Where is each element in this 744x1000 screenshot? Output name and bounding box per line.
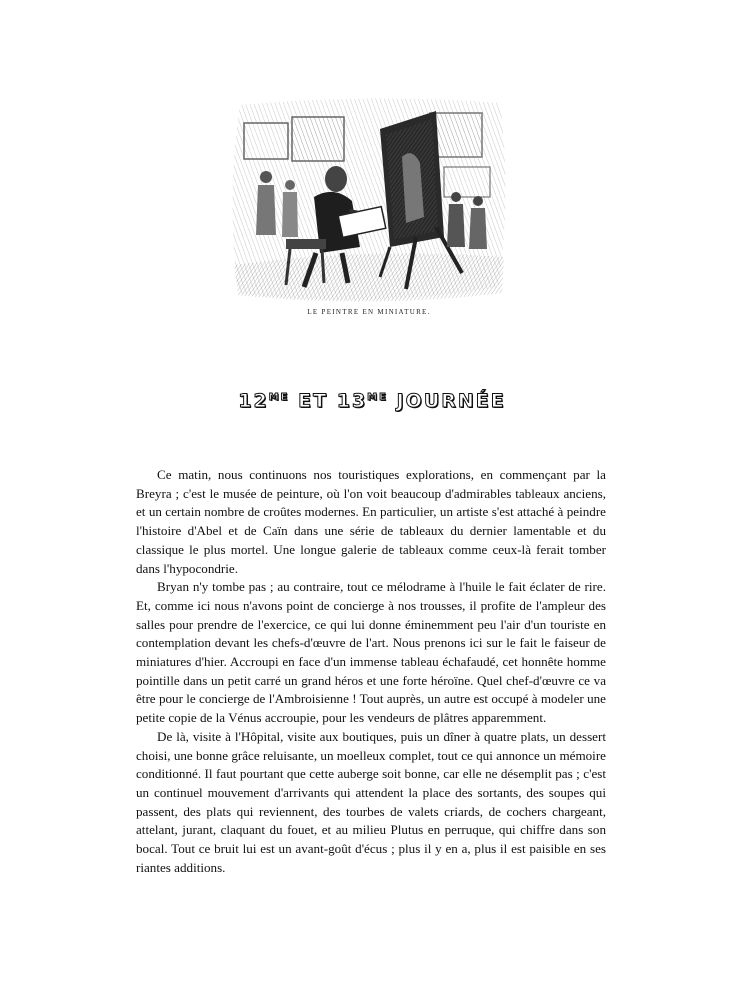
chapter-heading — [0, 390, 744, 412]
illustration-caption: LE PEINTRE EN MINIATURE. — [307, 308, 431, 316]
chapter-number-a: 12 — [238, 390, 269, 412]
painter-engraving-image — [230, 97, 508, 305]
engraving-illustration — [230, 97, 508, 305]
chapter-word: JOURNÉE — [396, 390, 506, 412]
paragraph-2: Bryan n'y tombe pas ; au contraire, tout ce mélodrame à l'huile le fait éclater de rire. Et, comme ici nous n'avons point de concierge à nos trousses, il profite de l'ampleur des salles pour prendre de l'exercice, ce qui lui donne éminemment peu l'air d'un touriste en contemplation devant les chefs-d'œuvre de l'art. Nous prenons ici sur le fait le faiseur de miniatures d'hier. Accroupi en face d'un immense tableau échafaudé, cet honnête homme pointille dans un petit carré un grand héros et une forte héroïne. Quel chef-d'œuvre ce va être pour le concierge de l'Ambroisienne ! Tout auprès, un autre est occupé à modeler une petite copie de la Vénus accroupie, pour les vendeurs de plâtres apparemment. — [136, 579, 606, 726]
paragraph-3: De là, visite à l'Hôpital, visite aux boutiques, puis un dîner à quatre plats, un dessert choisi, une bonne grâce reluisante, un moelleux complet, tout ce qui annonce un mémoire conditionné. Il faut pourtant que cette auberge soit bonne, car elle ne désemplit pas ; c'est un continuel mouvement d'arrivants qui attendent la place des sortants, des soupes qui passent, des plats qui reviennent, des tourbes de valets criards, de cochers chargeant, attelant, jurant, claquant du fouet, et au milieu Plutus en perruque, qui chiffre dans son bocal. Tout ce bruit lui est un avant-goût d'écus ; plus il y en a, plus il est paisible en ses riantes additions. — [136, 728, 606, 875]
chapter-conjunction: ET — [298, 390, 329, 412]
chapter-number-b: 13 — [336, 390, 368, 412]
chapter-suffix-a: ME — [268, 392, 290, 403]
chapter-suffix-b: ME — [367, 392, 388, 403]
paragraph-1: Ce matin, nous continuons nos touristiques explorations, en commençant par la Breyra ; c'est le musée de peinture, où l'on voit beaucoup d'admirables tableaux anciens, et un certain nombre de croûtes modernes. En particulier, un artiste s'est attaché à peindre l'histoire d'Abel et de Caïn dans une série de tableaux du dernier lamentable et du classique le plus mortel. Une longue galerie de tableaux comme ceux-là ferait tomber dans l'hypocondrie. — [136, 467, 606, 576]
body-text — [136, 466, 606, 877]
